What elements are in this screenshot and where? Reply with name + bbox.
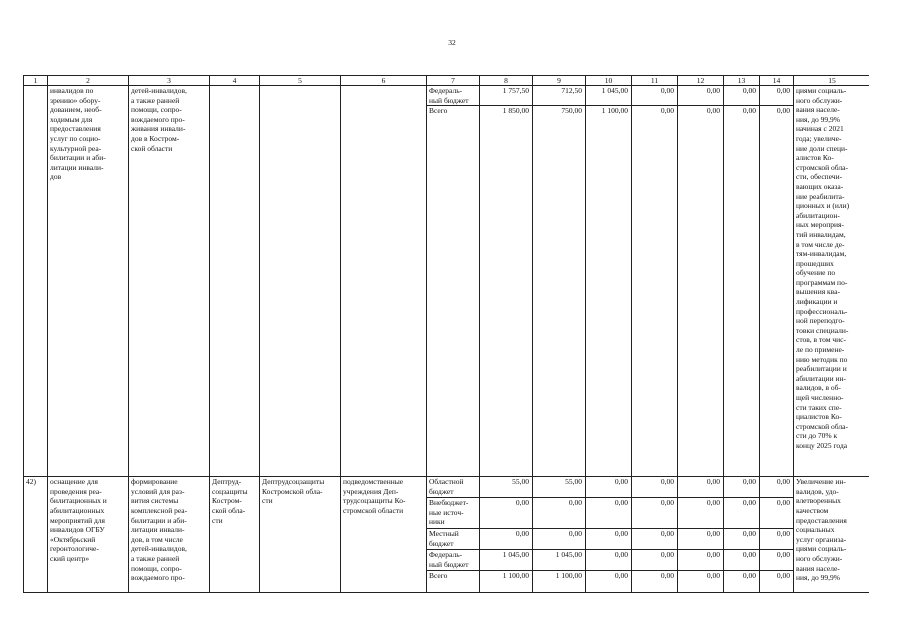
expected-result: циями социаль- ного обслужи- вания населе- ния, до 99,9% начиная с 2021 года; увеличе- ние доли специ- алистов Ко- стромской обла- сти, обеспечи- вающих оказа- ние реабилита- ционных и (или) абилитацион- ных мероприя- тий инвалидам, в том числе де- тям-инвалидам, прошедших обучение по программам по- вышения ква- лификации и профессиональ- ной переподго- товки специали- стов, в том чис- ле по примене- нию методик по реабилитации и абилитации ин- валидов, в об- щей численно- сти таких спе- циалистов Ко- стромской обла- сти до 70% к концу 2025 года	[794, 86, 870, 477]
amount-total: 0,00	[480, 498, 533, 529]
amount-year: 0,00	[760, 477, 794, 498]
table-row	[24, 86, 870, 106]
item-coordinator	[210, 86, 260, 477]
amount-total: 1 045,00	[480, 550, 533, 571]
item-goal: детей-инвалидов, а также ранней помощи, сопро- вождаемого про- живания инвали- дов в Костром- ской области	[129, 86, 210, 477]
item-description: оснащение для проведения реа- билитационных и абилитационных мероприятий для инвалидов ОГБУ «Октябрьский геронтологиче- ский центр»	[48, 477, 129, 593]
item-number: 42)	[24, 477, 48, 593]
amount-year: 0,00	[678, 86, 724, 106]
item-goal: формирование условий для раз- вития системы комплексной реа- билитации и аби- литации инвали- дов, в том числе детей-инвалидов, а также ранней помощи, сопро- вождаемого про-	[129, 477, 210, 593]
item-participants: подведомственные учреждения Деп- трудсоцзащиты Ко- стромской области	[341, 477, 427, 593]
amount-year: 0,00	[632, 529, 678, 550]
column-number: 1	[24, 76, 48, 86]
amount-year: 0,00	[760, 498, 794, 529]
amount-year: 0,00	[760, 550, 794, 571]
column-number: 2	[48, 76, 129, 86]
amount-year: 0,00	[678, 106, 724, 477]
item-participants	[341, 86, 427, 477]
amount-year: 55,00	[533, 477, 586, 498]
column-number: 10	[586, 76, 632, 86]
amount-year: 0,00	[586, 498, 632, 529]
amount-year: 1 045,00	[586, 86, 632, 106]
column-number: 7	[427, 76, 480, 86]
amount-year: 0,00	[724, 106, 760, 477]
amount-year: 0,00	[724, 86, 760, 106]
amount-year: 0,00	[678, 571, 724, 593]
amount-total: 55,00	[480, 477, 533, 498]
amount-year: 0,00	[533, 529, 586, 550]
amount-year: 0,00	[533, 498, 586, 529]
column-number-row	[24, 76, 870, 86]
page-number: 32	[448, 38, 456, 47]
funding-source: Федераль- ный бюджет	[427, 550, 480, 571]
amount-year: 0,00	[632, 106, 678, 477]
amount-year: 0,00	[632, 498, 678, 529]
amount-year: 0,00	[678, 550, 724, 571]
column-number: 15	[794, 76, 870, 86]
amount-year: 1 045,00	[533, 550, 586, 571]
amount-year: 0,00	[586, 477, 632, 498]
amount-year: 0,00	[724, 477, 760, 498]
amount-year: 0,00	[724, 571, 760, 593]
column-number: 5	[260, 76, 341, 86]
column-number: 11	[632, 76, 678, 86]
funding-source: Областной бюджет	[427, 477, 480, 498]
funding-source: Внебюджет- ные источ- ники	[427, 498, 480, 529]
item-coordinator: Дептруд- соцзащиты Костром- ской обла- сти	[210, 477, 260, 593]
amount-year: 0,00	[678, 529, 724, 550]
column-number: 6	[341, 76, 427, 86]
amount-total: 1 850,00	[480, 106, 533, 477]
amount-year: 0,00	[632, 550, 678, 571]
amount-year: 0,00	[724, 498, 760, 529]
amount-year: 0,00	[760, 106, 794, 477]
amount-year: 1 100,00	[586, 106, 632, 477]
item-number	[24, 86, 48, 477]
amount-year: 0,00	[724, 529, 760, 550]
item-responsible	[260, 86, 341, 477]
item-description: инвалидов по зрению» обору- дованием, необ- ходимым для предоставления услуг по социо- культурной реа- билитации и аби- литации инвали- дов	[48, 86, 129, 477]
funding-source: Всего	[427, 106, 480, 477]
amount-total: 1 100,00	[480, 571, 533, 593]
amount-year: 0,00	[586, 550, 632, 571]
column-number: 4	[210, 76, 260, 86]
column-number: 14	[760, 76, 794, 86]
amount-year: 0,00	[632, 86, 678, 106]
amount-year: 0,00	[632, 477, 678, 498]
funding-source: Местный бюджет	[427, 529, 480, 550]
amount-year: 0,00	[760, 86, 794, 106]
program-table	[23, 75, 869, 593]
amount-year: 712,50	[533, 86, 586, 106]
amount-year: 0,00	[586, 571, 632, 593]
funding-source: Федераль- ный бюджет	[427, 86, 480, 106]
item-responsible: Дептрудсоцзащиты Костромской обла- сти	[260, 477, 341, 593]
column-number: 8	[480, 76, 533, 86]
amount-total: 1 757,50	[480, 86, 533, 106]
table-row	[24, 477, 870, 498]
amount-year: 0,00	[760, 571, 794, 593]
column-number: 3	[129, 76, 210, 86]
amount-year: 0,00	[586, 529, 632, 550]
program-table-sheet	[23, 75, 869, 595]
amount-year: 1 100,00	[533, 571, 586, 593]
amount-year: 750,00	[533, 106, 586, 477]
expected-result: Увеличение ин- валидов, удо- влетворенных качеством предоставления социальных услуг организа- циями социаль- ного обслужи- вания населе- ния, до 99,9%	[794, 477, 870, 593]
amount-year: 0,00	[724, 550, 760, 571]
amount-total: 0,00	[480, 529, 533, 550]
column-number: 13	[724, 76, 760, 86]
column-number: 12	[678, 76, 724, 86]
amount-year: 0,00	[678, 498, 724, 529]
column-number: 9	[533, 76, 586, 86]
amount-year: 0,00	[632, 571, 678, 593]
funding-source: Всего	[427, 571, 480, 593]
amount-year: 0,00	[678, 477, 724, 498]
amount-year: 0,00	[760, 529, 794, 550]
